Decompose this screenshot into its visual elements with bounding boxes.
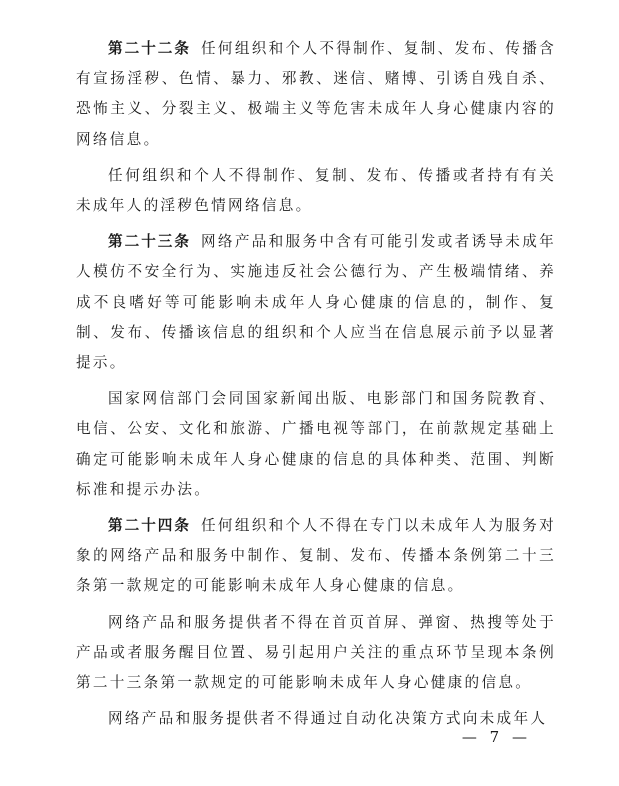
paragraph-article-23-clause-2 — [76, 384, 556, 505]
article-number: 第二十三条 — [108, 233, 192, 251]
paragraph-text: 网络产品和服务提供者不得在首页首屏、弹窗、热搜等处于产品或者服务醒目位置、易引起用户关注的重点环节呈现本条例第二十三条第一款规定的可能影响未成年人身心健康的信息。 — [76, 613, 556, 692]
paragraph-text: 任何组织和个人不得制作、复制、发布、传播或者持有有关未成年人的淫秽色情网络信息。 — [76, 166, 556, 215]
paragraph-text: 任何组织和个人不得制作、复制、发布、传播含有宣扬淫秽、色情、暴力、邪教、迷信、赌博、引诱自残自杀、恐怖主义、分裂主义、极端主义等危害未成年人身心健康内容的网络信息。 — [76, 40, 556, 148]
document-body — [76, 34, 556, 740]
page-number: — 7 — — [461, 728, 531, 746]
paragraph-text: 任何组织和个人不得在专门以未成年人为服务对象的网络产品和服务中制作、复制、发布、传播本条例第二十三条第一款规定的可能影响未成年人身心健康的信息。 — [76, 517, 556, 595]
paragraph-article-23 — [76, 227, 556, 378]
paragraph-text: 网络产品和服务中含有可能引发或者诱导未成年人模仿不安全行为、实施违反社会公德行为、产生极端情绪、养成不良嗜好等可能影响未成年人身心健康的信息的，制作、复制、发布、传播该信息的组织和个人应当在信息展示前予以显著提示。 — [76, 233, 556, 372]
article-number: 第二十四条 — [108, 517, 192, 535]
article-number: 第二十二条 — [108, 40, 192, 57]
paragraph-text: 网络产品和服务提供者不得通过自动化决策方式向未成年人 — [108, 710, 548, 728]
paragraph-text: 国家网信部门会同国家新闻出版、电影部门和国务院教育、电信、公安、文化和旅游、广播电视等部门，在前款规定基础上确定可能影响未成年人身心健康的信息的具体种类、范围、判断标准和提示办法。 — [76, 390, 556, 498]
paragraph-article-24-clause-2 — [76, 608, 556, 699]
paragraph-article-22 — [76, 34, 556, 155]
paragraph-article-22-clause-2 — [76, 161, 556, 221]
paragraph-article-24 — [76, 511, 556, 602]
